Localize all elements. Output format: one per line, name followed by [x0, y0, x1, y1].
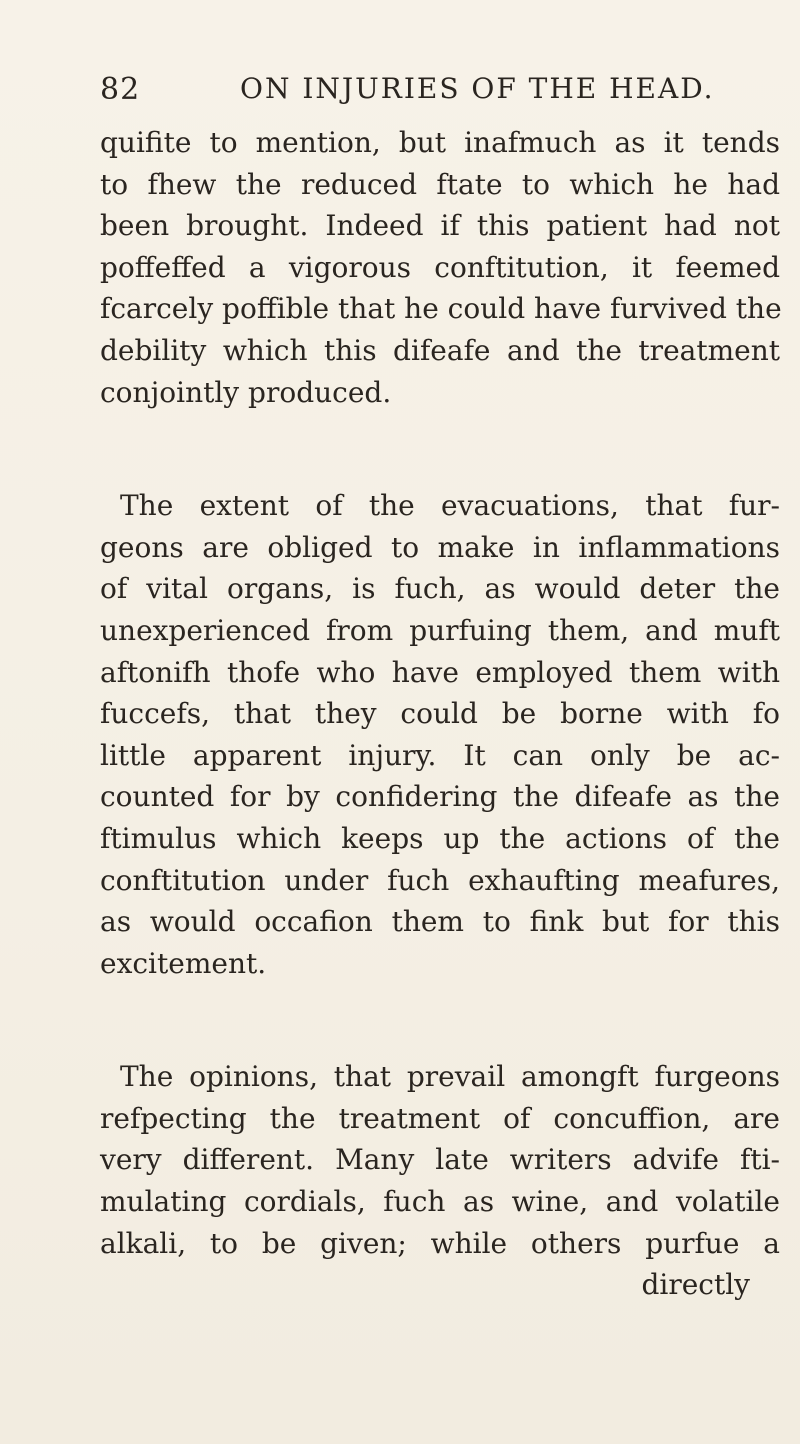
text-line: mulating cordials, fuch as wine, and volatile [100, 1185, 780, 1219]
text-line: refpecting the treatment of concuffion, are [100, 1101, 780, 1135]
text-line: aftonifh thofe who have employed them with [100, 655, 780, 689]
text-line: as would occafion them to fink but for this [100, 905, 780, 939]
text-line: fuccefs, that they could be borne with fo [100, 697, 780, 731]
text-line: of vital organs, is fuch, as would deter the [100, 572, 780, 606]
text-line: been brought. Indeed if this patient had not [100, 209, 780, 243]
text-line: counted for by confidering the difeafe as the [100, 780, 780, 814]
text-line: very different. Many late writers advife fti- [100, 1143, 780, 1177]
text-line: little apparent injury. It can only be ac- [100, 738, 780, 772]
text-line: fcarcely poffible that he could have furvived the [100, 292, 782, 326]
text-line: conftitution under fuch exhaufting meafures, [100, 863, 780, 897]
text-line: conjointly produced. [100, 375, 392, 409]
text-line: debility which this difeafe and the treatment [100, 333, 780, 367]
paragraph-3 [100, 1056, 780, 1306]
text-line: ftimulus which keeps up the actions of the [100, 821, 780, 855]
text-line: alkali, to be given; while others purfue a [100, 1226, 780, 1260]
text-line: excitement. [100, 946, 267, 980]
paragraph-gap [100, 984, 780, 1056]
text-line: unexperienced from purfuing them, and muft [100, 613, 780, 647]
running-head [100, 72, 720, 112]
paragraph-gap [100, 413, 780, 485]
text-line: The opinions, that prevail amongft furgeons [120, 1060, 780, 1094]
text-line: The extent of the evacuations, that fur- [120, 489, 780, 523]
paragraph-1 [100, 122, 780, 413]
body-text [100, 122, 780, 1306]
catchword: directly [641, 1268, 750, 1302]
text-line: to fhew the reduced ftate to which he had [100, 167, 780, 201]
text-line: quifite to mention, but inafmuch as it tends [100, 126, 780, 159]
text-line: geons are obliged to make in inflammations [100, 530, 780, 564]
text-line: poffeffed a vigorous conftitution, it feemed [100, 250, 780, 284]
running-title: ON INJURIES OF THE HEAD. [240, 72, 715, 105]
paragraph-2 [100, 485, 780, 984]
page-number: 82 [100, 72, 141, 107]
